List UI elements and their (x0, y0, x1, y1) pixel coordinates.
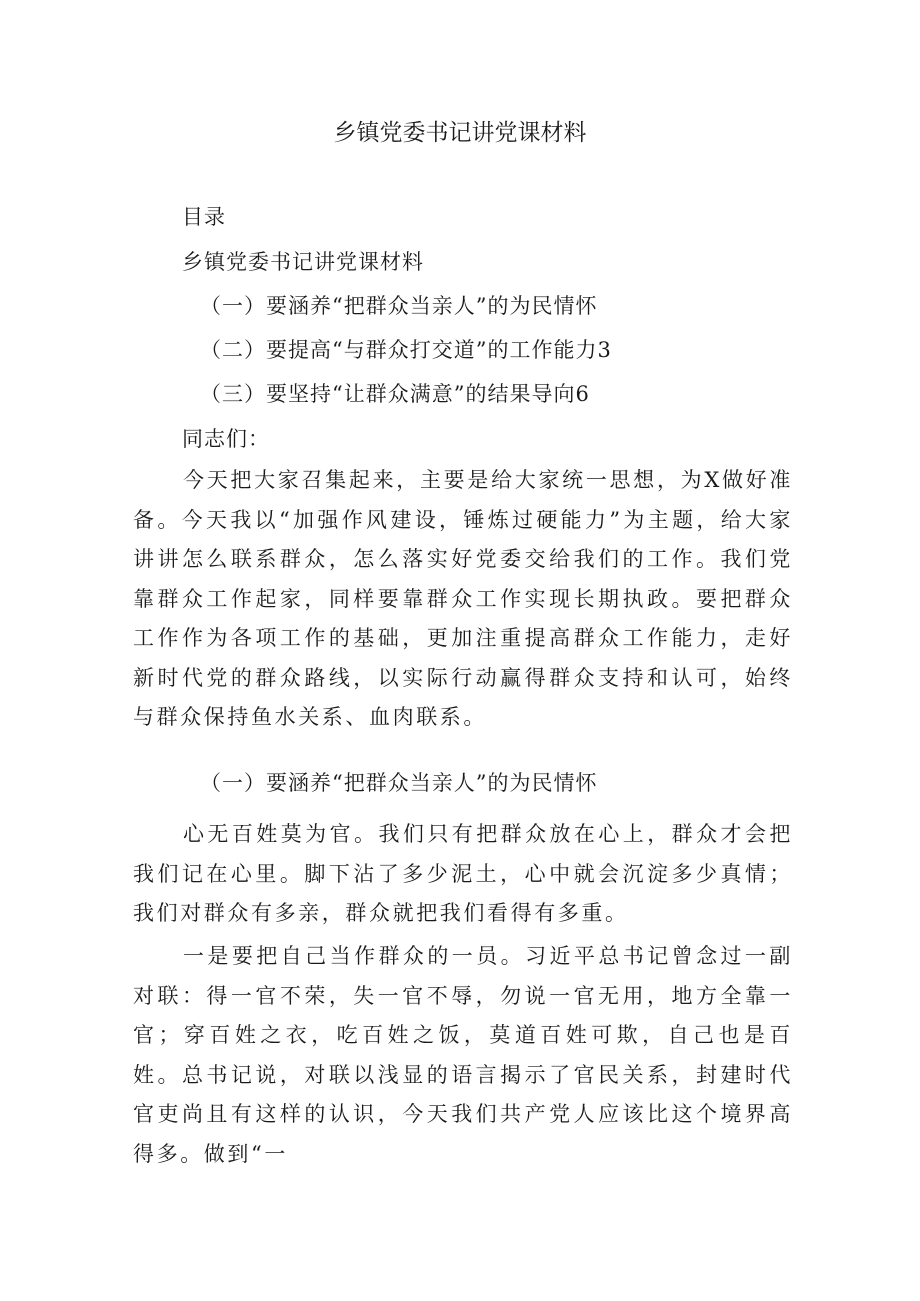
body-paragraph: 今天把大家召集起来，主要是给大家统一思想，为X做好准备。今天我以“加强作风建设，锤炼过硬能力”为主题，给大家讲讲怎么联系群众，怎么落实好党委交给我们的工作。我们党靠群众工作起家，同样要靠群众工作实现长期执政。要把群众工作作为各项工作的基础，更加注重提高群众工作能力，走好新时代党的群众路线，以实际行动赢得群众支持和认可，始终与群众保持鱼水关系、血肉联系。 (133, 468, 793, 729)
toc-item[interactable]: 乡镇党委书记讲党课材料 (182, 250, 424, 274)
section-heading: （一）要涵养“把群众当亲人”的为民情怀 (200, 771, 598, 795)
toc-item[interactable]: （二）要提高“与群众打交道”的工作能力3 (200, 338, 612, 362)
toc-item[interactable]: （三）要坚持“让群众满意”的结果导向6 (200, 382, 590, 406)
toc-heading: 目录 (182, 205, 226, 229)
toc-item[interactable]: （一）要涵养“把群众当亲人”的为民情怀 (200, 294, 598, 318)
body-paragraph: 心无百姓莫为官。我们只有把群众放在心上，群众才会把我们记在心里。脚下沾了多少泥土，心中就会沉淀多少真情；我们对群众有多亲，群众就把我们看得有多重。 (133, 822, 793, 925)
document-title: 乡镇党委书记讲党课材料 (333, 120, 587, 146)
salutation: 同志们： (182, 427, 270, 451)
body-paragraph: 一是要把自己当作群众的一员。习近平总书记曾念过一副对联：得一官不荣，失一官不辱，勿说一官无用，地方全靠一官；穿百姓之衣，吃百姓之饭，莫道百姓可欺，自己也是百姓。总书记说，对联以浅显的语言揭示了官民关系，封建时代官吏尚且有这样的认识，今天我们共产党人应该比这个境界高得多。做到“一 (133, 944, 793, 1166)
